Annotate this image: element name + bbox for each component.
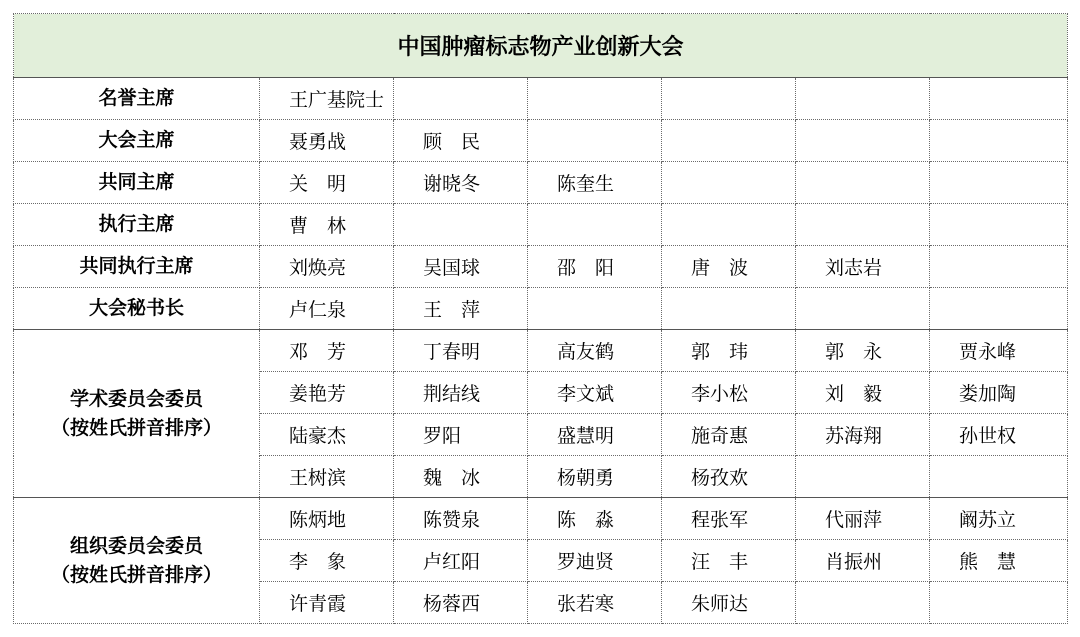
role-label: 名誉主席	[14, 78, 260, 120]
member-name-cell	[796, 162, 930, 204]
member-name-cell: 顾 民	[394, 120, 528, 162]
table-row	[14, 498, 1068, 540]
member-name-cell: 盛慧明	[528, 414, 662, 456]
committee-role-label	[14, 330, 260, 498]
member-name-cell	[930, 456, 1068, 498]
member-name-cell	[528, 120, 662, 162]
role-label: 共同主席	[14, 162, 260, 204]
member-name-cell: 陈 淼	[528, 498, 662, 540]
member-name-cell	[528, 288, 662, 330]
member-name-cell: 陈炳地	[260, 498, 394, 540]
member-name-cell	[796, 204, 930, 246]
member-name-cell: 苏海翔	[796, 414, 930, 456]
committee-name: 学术委员会委员	[69, 387, 203, 410]
member-name-cell: 汪 丰	[662, 540, 796, 582]
member-name-cell: 陈奎生	[528, 162, 662, 204]
member-name-cell: 郭 玮	[662, 330, 796, 372]
member-name-cell: 朱师达	[662, 582, 796, 624]
member-name-cell: 许青霞	[260, 582, 394, 624]
member-name-cell: 李小松	[662, 372, 796, 414]
member-name-cell: 贾永峰	[930, 330, 1068, 372]
member-name-cell: 吴国球	[394, 246, 528, 288]
member-name-cell	[930, 246, 1068, 288]
member-name-cell	[662, 120, 796, 162]
member-name-cell: 孙世权	[930, 414, 1068, 456]
member-name-cell: 邓 芳	[260, 330, 394, 372]
member-name-cell	[528, 78, 662, 120]
member-name-cell: 程张军	[662, 498, 796, 540]
member-name-cell	[796, 456, 930, 498]
table-row	[14, 330, 1068, 372]
sort-note: （按姓氏拼音排序）	[50, 563, 222, 586]
role-label: 大会主席	[14, 120, 260, 162]
member-name-cell: 张若寒	[528, 582, 662, 624]
member-name-cell: 荆结线	[394, 372, 528, 414]
member-name-cell: 杨孜欢	[662, 456, 796, 498]
member-name-cell	[394, 204, 528, 246]
committee-role-label	[14, 498, 260, 624]
member-name-cell: 刘 毅	[796, 372, 930, 414]
member-name-cell: 李 象	[260, 540, 394, 582]
role-label: 共同执行主席	[14, 246, 260, 288]
member-name-cell: 熊 慧	[930, 540, 1068, 582]
committee-name: 组织委员会委员	[69, 534, 203, 557]
member-name-cell	[662, 162, 796, 204]
role-label: 大会秘书长	[14, 288, 260, 330]
member-name-cell: 王 萍	[394, 288, 528, 330]
member-name-cell: 王广基院士	[260, 78, 394, 120]
member-name-cell	[528, 204, 662, 246]
committee-table	[13, 13, 1068, 624]
member-name-cell: 曹 林	[260, 204, 394, 246]
member-name-cell	[796, 582, 930, 624]
member-name-cell: 施奇惠	[662, 414, 796, 456]
member-name-cell: 刘志岩	[796, 246, 930, 288]
member-name-cell: 陈赞泉	[394, 498, 528, 540]
member-name-cell: 阚苏立	[930, 498, 1068, 540]
member-name-cell	[930, 162, 1068, 204]
table-row	[14, 78, 1068, 120]
member-name-cell: 杨朝勇	[528, 456, 662, 498]
member-name-cell: 陆豪杰	[260, 414, 394, 456]
member-name-cell: 杨蓉西	[394, 582, 528, 624]
member-name-cell	[930, 288, 1068, 330]
member-name-cell: 罗阳	[394, 414, 528, 456]
member-name-cell: 聂勇战	[260, 120, 394, 162]
member-name-cell: 李文斌	[528, 372, 662, 414]
member-name-cell: 肖振州	[796, 540, 930, 582]
member-name-cell: 娄加陶	[930, 372, 1068, 414]
member-name-cell	[796, 288, 930, 330]
member-name-cell	[394, 78, 528, 120]
member-name-cell: 卢红阳	[394, 540, 528, 582]
role-label: 执行主席	[14, 204, 260, 246]
title-row	[14, 14, 1068, 78]
member-name-cell	[662, 78, 796, 120]
member-name-cell: 王树滨	[260, 456, 394, 498]
table-row	[14, 288, 1068, 330]
member-name-cell: 邵 阳	[528, 246, 662, 288]
member-name-cell: 罗迪贤	[528, 540, 662, 582]
member-name-cell: 魏 冰	[394, 456, 528, 498]
member-name-cell: 谢晓冬	[394, 162, 528, 204]
table-row	[14, 162, 1068, 204]
member-name-cell	[930, 204, 1068, 246]
sort-note: （按姓氏拼音排序）	[50, 416, 222, 439]
member-name-cell	[796, 120, 930, 162]
member-name-cell: 姜艳芳	[260, 372, 394, 414]
member-name-cell	[930, 582, 1068, 624]
table-row	[14, 120, 1068, 162]
member-name-cell: 唐 波	[662, 246, 796, 288]
member-name-cell: 高友鹤	[528, 330, 662, 372]
member-name-cell	[662, 204, 796, 246]
member-name-cell	[930, 120, 1068, 162]
member-name-cell	[930, 78, 1068, 120]
member-name-cell: 丁春明	[394, 330, 528, 372]
member-name-cell	[662, 288, 796, 330]
member-name-cell: 关 明	[260, 162, 394, 204]
member-name-cell	[796, 78, 930, 120]
member-name-cell: 代丽萍	[796, 498, 930, 540]
table-title: 中国肿瘤标志物产业创新大会	[14, 14, 1068, 78]
member-name-cell: 卢仁泉	[260, 288, 394, 330]
member-name-cell: 刘焕亮	[260, 246, 394, 288]
table-row	[14, 246, 1068, 288]
member-name-cell: 郭 永	[796, 330, 930, 372]
table-row	[14, 204, 1068, 246]
